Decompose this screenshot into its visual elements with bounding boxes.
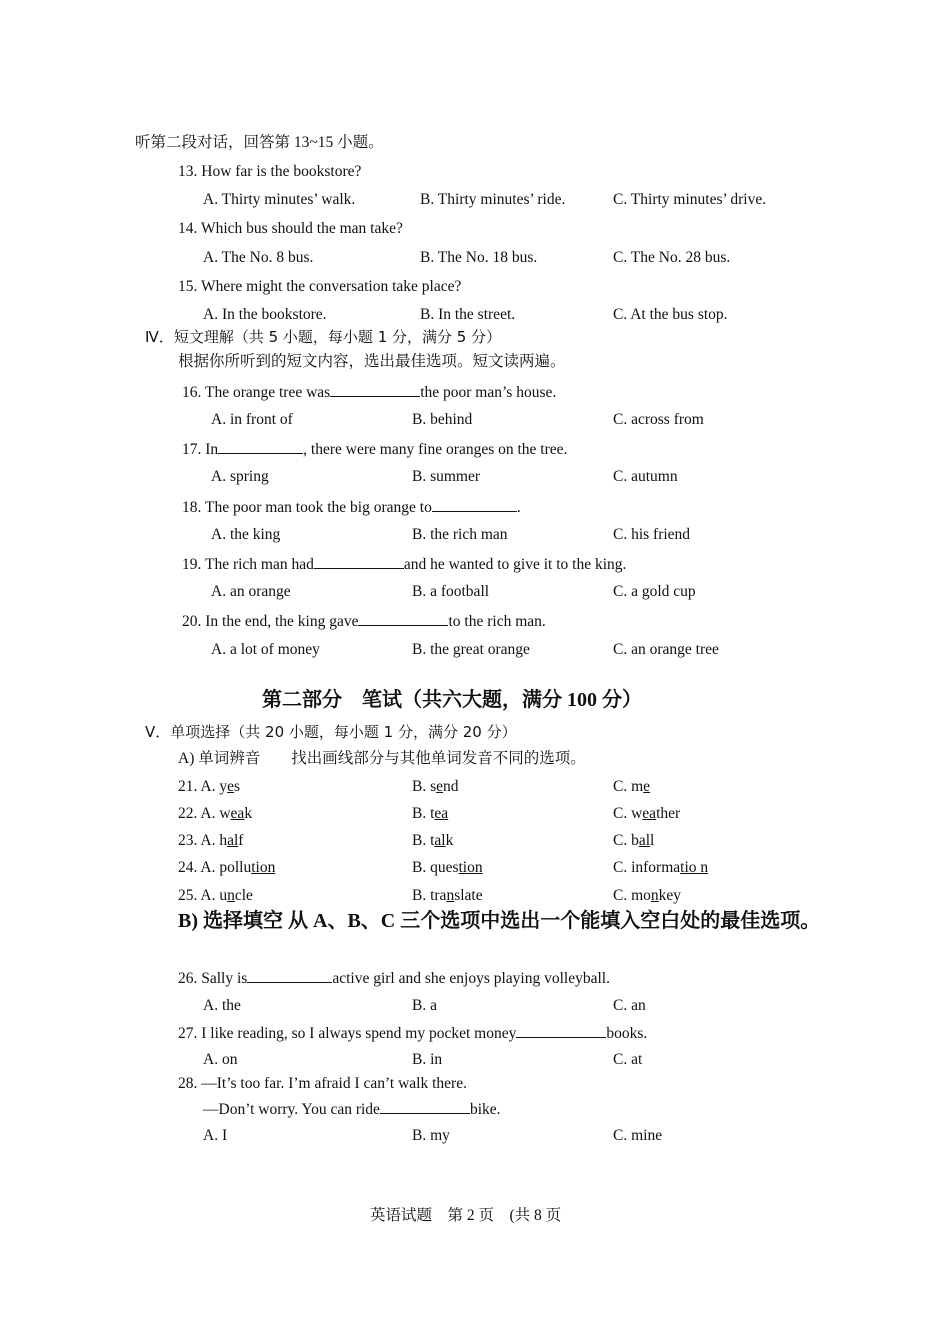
option-18-b: B. the rich man (412, 526, 508, 543)
option-23-a: 23. A. half (178, 832, 244, 849)
option-20-b: B. the great orange (412, 641, 530, 658)
option-22-a: 22. A. weak (178, 805, 253, 822)
section-5-title: Ⅴ．单项选择（共 20 小题，每小题 1 分，满分 20 分） (145, 723, 517, 741)
option-28-a: A. I (203, 1127, 228, 1144)
answer-blank (218, 439, 303, 454)
option-16-a: A. in front of (211, 411, 293, 428)
option-26-a: A. the (203, 997, 241, 1014)
option-14-a: A. The No. 8 bus. (203, 249, 314, 266)
section-4-instruction: 根据你所听到的短文内容，选出最佳选项。短文读两遍。 (178, 353, 566, 370)
subsection-b-title: B) 选择填空 从 A、B、C 三个选项中选出一个能填入空白处的最佳选项。 (178, 910, 821, 932)
option-27-c: C. at (613, 1051, 643, 1068)
option-27-b: B. in (412, 1051, 443, 1068)
question-18: 18. The poor man took the big orange to . (182, 499, 521, 516)
question-26: 26. Sally is active girl and she enjoys playing volleyball. (178, 970, 610, 987)
option-17-a: A. spring (211, 468, 269, 485)
option-23-b: B. talk (412, 832, 454, 849)
answer-blank (314, 554, 404, 569)
option-16-c: C. across from (613, 411, 704, 428)
answer-blank (358, 611, 448, 626)
option-18-c: C. his friend (613, 526, 691, 543)
option-24-b: B. question (412, 859, 483, 876)
option-26-c: C. an (613, 997, 646, 1014)
answer-blank (432, 497, 517, 512)
option-28-c: C. mine (613, 1127, 663, 1144)
option-25-a: 25. A. uncle (178, 887, 253, 904)
option-19-a: A. an orange (211, 583, 291, 600)
option-21-b: B. send (412, 778, 459, 795)
listening-dialog-intro: 听第二段对话，回答第 13~15 小题。 (135, 134, 384, 151)
question-28-line-2: —Don’t worry. You can ride bike. (203, 1101, 501, 1118)
option-20-a: A. a lot of money (211, 641, 320, 658)
option-25-c: C. monkey (613, 887, 682, 904)
answer-blank (330, 382, 420, 397)
question-13: 13. How far is the bookstore? (178, 163, 362, 180)
option-14-b: B. The No. 18 bus. (420, 249, 538, 266)
option-22-c: C. weather (613, 805, 681, 822)
option-24-c: C. informatio n (613, 859, 709, 876)
question-28-line-1: 28. —It’s too far. I’m afraid I can’t walk there. (178, 1075, 467, 1092)
answer-blank (516, 1023, 606, 1038)
option-22-b: B. tea (412, 805, 449, 822)
option-24-a: 24. A. pollution (178, 859, 276, 876)
subsection-a-title: A) 单词辨音 找出画线部分与其他单词发音不同的选项。 (178, 750, 586, 767)
answer-blank (247, 968, 332, 983)
question-15: 15. Where might the conversation take place? (178, 278, 462, 295)
question-16: 16. The orange tree was the poor man’s house. (182, 384, 557, 401)
part-2-title: 第二部分 笔试（共六大题，满分 100 分） (262, 689, 642, 711)
option-21-c: C. me (613, 778, 651, 795)
option-25-b: B. translate (412, 887, 483, 904)
option-19-b: B. a football (412, 583, 490, 600)
option-18-a: A. the king (211, 526, 281, 543)
option-17-b: B. summer (412, 468, 481, 485)
option-15-a: A. In the bookstore. (203, 306, 327, 323)
question-27: 27. I like reading, so I always spend my pocket money books. (178, 1025, 648, 1042)
option-26-b: B. a (412, 997, 437, 1014)
option-28-b: B. my (412, 1127, 450, 1144)
option-27-a: A. on (203, 1051, 238, 1068)
section-4-title: Ⅳ．短文理解（共 5 小题，每小题 1 分，满分 5 分） (145, 328, 502, 346)
question-14: 14. Which bus should the man take? (178, 220, 403, 237)
option-19-c: C. a gold cup (613, 583, 696, 600)
option-23-c: C. ball (613, 832, 655, 849)
option-20-c: C. an orange tree (613, 641, 719, 658)
page-footer: 英语试题 第 2 页 (共 8 页 (370, 1207, 562, 1224)
question-17: 17. In , there were many fine oranges on the tree. (182, 441, 568, 458)
option-14-c: C. The No. 28 bus. (613, 249, 731, 266)
option-21-a: 21. A. yes (178, 778, 241, 795)
question-20: 20. In the end, the king gave to the rich man. (182, 613, 546, 630)
answer-blank (380, 1099, 470, 1114)
option-13-c: C. Thirty minutes’ drive. (613, 191, 767, 208)
option-16-b: B. behind (412, 411, 473, 428)
option-17-c: C. autumn (613, 468, 678, 485)
option-15-c: C. At the bus stop. (613, 306, 728, 323)
option-15-b: B. In the street. (420, 306, 516, 323)
option-13-a: A. Thirty minutes’ walk. (203, 191, 356, 208)
option-13-b: B. Thirty minutes’ ride. (420, 191, 566, 208)
question-19: 19. The rich man had and he wanted to give it to the king. (182, 556, 627, 573)
